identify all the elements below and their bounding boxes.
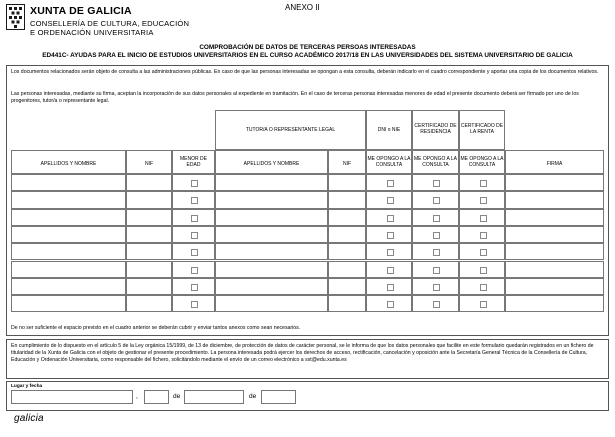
group-header-dni-label: DNI o NIE (377, 127, 401, 133)
tutor-nif-input[interactable] (328, 191, 366, 208)
surnames-input[interactable] (11, 209, 126, 226)
surnames-input[interactable] (11, 243, 126, 260)
table-cell (459, 243, 505, 260)
minor-checkbox[interactable] (191, 232, 198, 239)
col-header-nif (126, 150, 172, 174)
galicia-shield-icon (6, 4, 25, 30)
oppose-residence-checkbox[interactable] (433, 180, 440, 187)
table-cell (172, 278, 215, 295)
group-header-tutor (215, 110, 366, 150)
table-cell (366, 174, 412, 191)
oppose-dni-checkbox[interactable] (387, 215, 394, 222)
col-header-oppose-residence-label: ME OPONGO A LA CONSULTA (413, 156, 458, 169)
table-cell (366, 209, 412, 226)
group-header-income-label: CERTIFICADO DE LA RENTA (460, 123, 504, 136)
tutor-nif-input[interactable] (328, 174, 366, 191)
tutor-nif-input[interactable] (328, 278, 366, 295)
dept-line-1: CONSELLERÍA DE CULTURA, EDUCACIÓN (30, 19, 190, 28)
oppose-income-checkbox[interactable] (480, 215, 487, 222)
oppose-income-checkbox[interactable] (480, 301, 487, 308)
col-header-signature (505, 150, 604, 174)
oppose-residence-checkbox[interactable] (433, 267, 440, 274)
table-cell (366, 295, 412, 312)
nif-input[interactable] (126, 174, 172, 191)
table-cell (459, 295, 505, 312)
col-header-oppose-income-label: ME OPONGO A LA CONSULTA (460, 156, 504, 169)
intro-paragraph-1: Los documentos relacionados serán objeto de consulta a las administraciones públicas. En caso de que las personas interesadas se opongan a esta consulta, deberán indicarlo en el cuadro correspondiente y aportar una copia de los documentos relativos. (11, 69, 599, 75)
table-cell (412, 243, 459, 260)
tutor-surnames-input[interactable] (215, 295, 328, 312)
table-cell (172, 191, 215, 208)
data-protection-section (6, 339, 609, 379)
col-header-surnames-label: APELLIDOS Y NOMBRE (40, 161, 97, 167)
minor-checkbox[interactable] (191, 284, 198, 291)
table-cell (412, 261, 459, 278)
third-party-section (6, 65, 609, 336)
nif-input[interactable] (126, 295, 172, 312)
place-date-section (6, 381, 609, 411)
signature-field[interactable] (505, 261, 604, 278)
signature-field[interactable] (505, 278, 604, 295)
table-cell (459, 226, 505, 243)
tutor-nif-input[interactable] (328, 226, 366, 243)
nif-input[interactable] (126, 191, 172, 208)
surnames-input[interactable] (11, 261, 126, 278)
month-input[interactable] (184, 390, 244, 404)
oppose-residence-checkbox[interactable] (433, 284, 440, 291)
signature-field[interactable] (505, 174, 604, 191)
minor-checkbox[interactable] (191, 180, 198, 187)
year-input[interactable] (261, 390, 296, 404)
oppose-residence-checkbox[interactable] (433, 197, 440, 204)
table-cell (366, 191, 412, 208)
group-header-residence (412, 110, 459, 150)
oppose-dni-checkbox[interactable] (387, 249, 394, 256)
table-cell (366, 226, 412, 243)
tutor-surnames-input[interactable] (215, 261, 328, 278)
table-cell (412, 174, 459, 191)
surnames-input[interactable] (11, 295, 126, 312)
minor-checkbox[interactable] (191, 249, 198, 256)
minor-checkbox[interactable] (191, 215, 198, 222)
table-footnote: De no ser suficiente el espacio previsto en el cuadro anterior se deberán cubrir y enviar tantos anexos como sean necesarios. (11, 325, 301, 331)
table-cell (172, 174, 215, 191)
surnames-input[interactable] (11, 226, 126, 243)
de-separator-1: de (173, 393, 181, 400)
data-protection-text: En cumplimiento de lo dispuesto en el artículo 5 de la Ley orgánica 15/1999, de 13 de diciembre, de protección de datos de carácter personal, se le informa de que los datos personales que facilite en este formulario quedarán registrados en un fichero de titularidad de la Xunta de Galicia con el objeto de gestionar el presente procedimiento. La persona interesada podrá ejercer los derechos de acceso, rectificación, cancelación y oposición ante la Secretaría General Técnica de la Consellería de Cultura, Educación y Ordenación Universitaria, como responsable del fichero, solicitándolo mediante el envío de un correo electrónico a sxt@edu.xunta.es (11, 343, 594, 363)
col-header-minor (172, 150, 215, 174)
place-date-label: Lugar y fecha (11, 384, 43, 389)
nif-input[interactable] (126, 278, 172, 295)
oppose-dni-checkbox[interactable] (387, 197, 394, 204)
minor-checkbox[interactable] (191, 301, 198, 308)
signature-field[interactable] (505, 209, 604, 226)
table-cell (412, 295, 459, 312)
tutor-nif-input[interactable] (328, 261, 366, 278)
group-header-dni (366, 110, 412, 150)
oppose-dni-checkbox[interactable] (387, 284, 394, 291)
group-header-income (459, 110, 505, 150)
table-cell (172, 226, 215, 243)
minor-checkbox[interactable] (191, 267, 198, 274)
oppose-income-checkbox[interactable] (480, 284, 487, 291)
day-input[interactable] (144, 390, 169, 404)
signature-field[interactable] (505, 226, 604, 243)
tutor-surnames-input[interactable] (215, 226, 328, 243)
tutor-surnames-input[interactable] (215, 174, 328, 191)
tutor-surnames-input[interactable] (215, 191, 328, 208)
table-cell (459, 174, 505, 191)
col-header-oppose-residence (412, 150, 459, 174)
place-input[interactable] (11, 390, 133, 404)
table-cell (412, 209, 459, 226)
annex-label: ANEXO II (285, 3, 320, 12)
signature-field[interactable] (505, 295, 604, 312)
table-cell (172, 295, 215, 312)
col-header-tutor-nif (328, 150, 366, 174)
table-cell (366, 261, 412, 278)
oppose-residence-checkbox[interactable] (433, 232, 440, 239)
oppose-dni-checkbox[interactable] (387, 232, 394, 239)
table-cell (459, 261, 505, 278)
col-header-oppose-dni (366, 150, 412, 174)
tutor-nif-input[interactable] (328, 295, 366, 312)
oppose-income-checkbox[interactable] (480, 267, 487, 274)
galicia-brand-logo: galicia (14, 413, 44, 424)
col-header-tutor-nif-label: NIF (342, 161, 352, 167)
xunta-logo (6, 4, 190, 42)
dept-line-2: E ORDENACIÓN UNIVERSITARIA (30, 28, 154, 37)
surnames-input[interactable] (11, 174, 126, 191)
table-cell (172, 261, 215, 278)
document-subtitle: ED441C- AYUDAS PARA EL INICIO DE ESTUDIOS UNIVERSITARIOS EN EL CURSO ACADÉMICO 2017/18 EN LAS UNIVERSIDADES DEL SISTEMA UNIVERSITARIO DE GALICIA (42, 52, 573, 59)
tutor-surnames-input[interactable] (215, 209, 328, 226)
signature-field[interactable] (505, 191, 604, 208)
col-header-tutor-surnames-label: APELLIDOS Y NOMBRE (243, 161, 300, 167)
nif-input[interactable] (126, 243, 172, 260)
table-cell (412, 278, 459, 295)
intro-paragraph-2: Las personas interesadas, mediante su firma, aceptan la incorporación de sus datos personales al expediente en tramitación. En el caso de terceras personas interesadas menores de edad el presente documento deberá ser firmado por uno de los progenitores, tutor/a o representante legal. (11, 91, 579, 104)
col-header-minor-label: MENOR DE EDAD (180, 156, 207, 169)
tutor-surnames-input[interactable] (215, 243, 328, 260)
tutor-surnames-input[interactable] (215, 278, 328, 295)
col-header-oppose-dni-label: ME OPONGO A LA CONSULTA (367, 156, 411, 169)
table-cell (366, 278, 412, 295)
table-cell (459, 191, 505, 208)
table-cell (172, 209, 215, 226)
col-header-surnames (11, 150, 126, 174)
group-header-tutor-label: TUTOR/A O REPRESENTANTE LEGAL (245, 127, 336, 133)
col-header-nif-label: NIF (144, 161, 154, 167)
table-cell (459, 209, 505, 226)
oppose-income-checkbox[interactable] (480, 197, 487, 204)
surnames-input[interactable] (11, 191, 126, 208)
nif-input[interactable] (126, 226, 172, 243)
oppose-residence-checkbox[interactable] (433, 215, 440, 222)
comma-separator: , (136, 393, 138, 400)
oppose-residence-checkbox[interactable] (433, 301, 440, 308)
col-header-signature-label: FIRMA (546, 161, 563, 167)
surnames-input[interactable] (11, 278, 126, 295)
document-title: COMPROBACIÓN DE DATOS DE TERCERAS PERSOAS INTERESADAS (199, 44, 416, 51)
table-cell (412, 191, 459, 208)
de-separator-2: de (249, 393, 257, 400)
col-header-oppose-income (459, 150, 505, 174)
nif-input[interactable] (126, 209, 172, 226)
org-name: XUNTA DE GALICIA (30, 5, 132, 17)
table-cell (412, 226, 459, 243)
oppose-dni-checkbox[interactable] (387, 267, 394, 274)
nif-input[interactable] (126, 261, 172, 278)
oppose-income-checkbox[interactable] (480, 180, 487, 187)
table-cell (366, 243, 412, 260)
oppose-residence-checkbox[interactable] (433, 249, 440, 256)
oppose-dni-checkbox[interactable] (387, 180, 394, 187)
oppose-dni-checkbox[interactable] (387, 301, 394, 308)
minor-checkbox[interactable] (191, 197, 198, 204)
oppose-income-checkbox[interactable] (480, 232, 487, 239)
table-cell (459, 278, 505, 295)
table-cell (172, 243, 215, 260)
col-header-tutor-surnames (215, 150, 328, 174)
tutor-nif-input[interactable] (328, 243, 366, 260)
signature-field[interactable] (505, 243, 604, 260)
tutor-nif-input[interactable] (328, 209, 366, 226)
group-header-residence-label: CERTIFICADO DE RESIDENCIA (414, 123, 457, 136)
oppose-income-checkbox[interactable] (480, 249, 487, 256)
